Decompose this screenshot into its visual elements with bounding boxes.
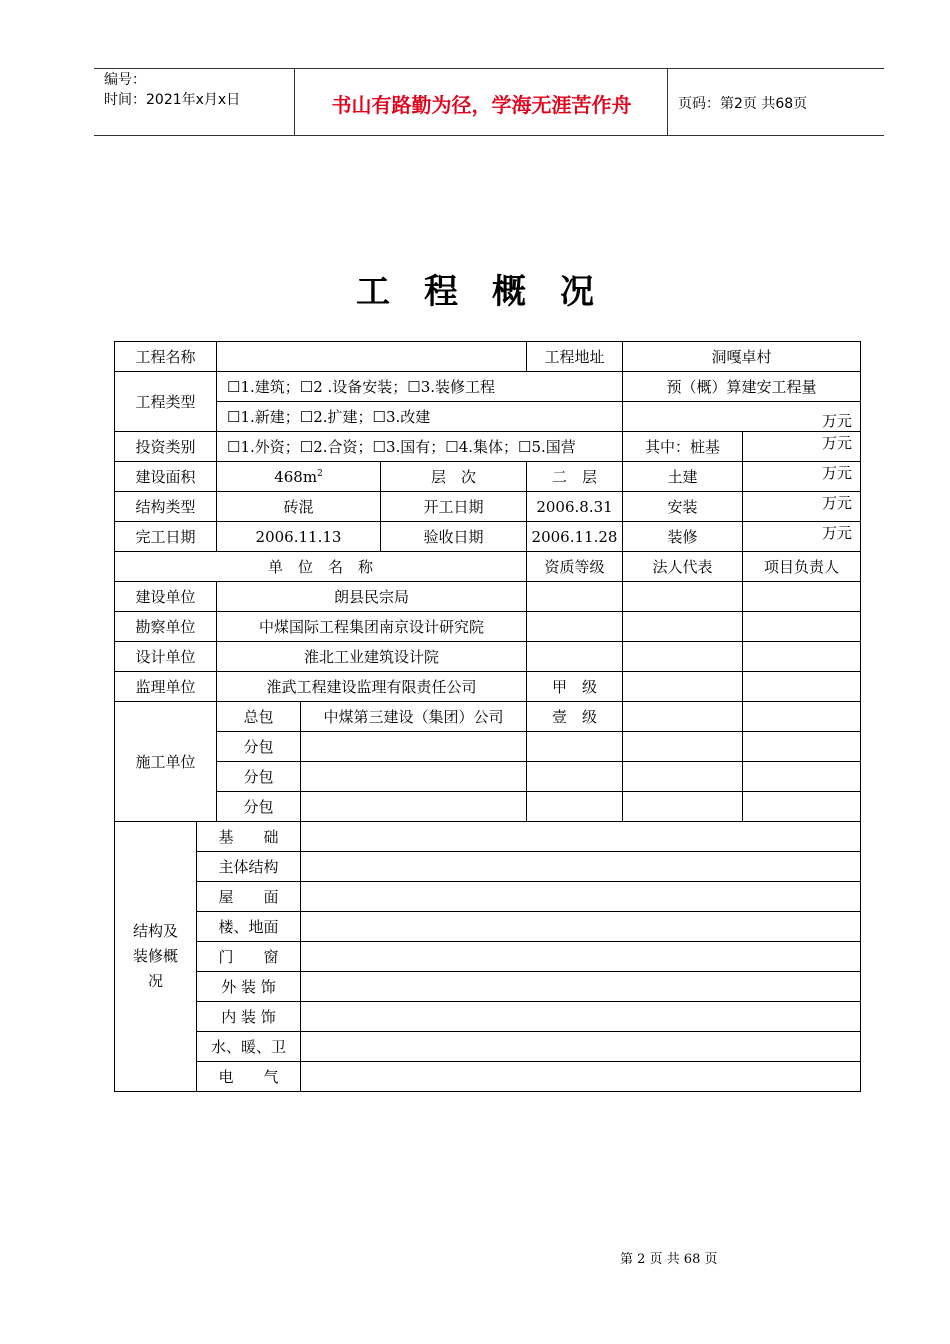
struct-item-value (301, 972, 861, 1002)
owner-value: 朗县民宗局 (217, 582, 527, 612)
budget-label: 预（概）算建安工程量 (623, 372, 861, 402)
sub-pm (743, 732, 861, 762)
sub-grade (527, 792, 623, 822)
sub-grade (527, 762, 623, 792)
supervise-pm (743, 672, 861, 702)
project-overview-table-body (114, 341, 861, 1092)
install-unit: 万元 (743, 492, 861, 522)
struct-item-label: 水、暖、卫 (197, 1032, 301, 1062)
design-value: 淮北工业建筑设计院 (217, 642, 527, 672)
area-number: 468m (274, 467, 318, 486)
design-label: 设计单位 (115, 642, 217, 672)
header-divider (294, 69, 295, 136)
table-row (115, 1062, 861, 1092)
sub-legal (623, 792, 743, 822)
table-row (115, 612, 861, 642)
structure-label: 结构类型 (115, 492, 217, 522)
struct-item-label: 内 装 饰 (197, 1002, 301, 1032)
owner-label: 建设单位 (115, 582, 217, 612)
struct-item-value (301, 1062, 861, 1092)
table-row (115, 492, 861, 522)
page-footer: 第 2 页 共 68 页 (620, 1252, 718, 1267)
design-pm (743, 642, 861, 672)
survey-pm (743, 612, 861, 642)
table-row (115, 882, 861, 912)
decor-unit: 万元 (743, 522, 861, 552)
table-row (115, 852, 861, 882)
finish-label: 完工日期 (115, 522, 217, 552)
header-meta (104, 70, 290, 110)
table-row (115, 432, 861, 462)
struct-item-label: 电 气 (197, 1062, 301, 1092)
table-row (115, 822, 861, 852)
sub-value (301, 792, 527, 822)
floors-label: 层 次 (381, 462, 527, 492)
civil-label: 土建 (623, 462, 743, 492)
owner-pm (743, 582, 861, 612)
qualification-header: 资质等级 (527, 552, 623, 582)
table-row (115, 942, 861, 972)
address-label: 工程地址 (527, 342, 623, 372)
pile-label: 其中：桩基 (623, 432, 743, 462)
sub-label: 分包 (217, 792, 301, 822)
struct-item-value (301, 822, 861, 852)
pm-header: 项目负责人 (743, 552, 861, 582)
survey-legal (623, 612, 743, 642)
sub-pm (743, 792, 861, 822)
type-line1: ☐1.建筑；☐2 .设备安装；☐3.装修工程 (217, 372, 623, 402)
general-legal (623, 702, 743, 732)
pile-unit: 万元 (743, 432, 861, 462)
supervise-grade: 甲 级 (527, 672, 623, 702)
accept-label: 验收日期 (381, 522, 527, 552)
struct-item-label: 屋 面 (197, 882, 301, 912)
address-value: 洞嘎卓村 (623, 342, 861, 372)
supervise-label: 监理单位 (115, 672, 217, 702)
table-row (115, 702, 861, 732)
time-label: 时间：2021年x月x日 (104, 92, 241, 108)
table-row (115, 402, 861, 432)
table-row (115, 522, 861, 552)
struct-item-label: 楼、地面 (197, 912, 301, 942)
owner-grade (527, 582, 623, 612)
invest-label: 投资类别 (115, 432, 217, 462)
project-name-value (217, 342, 527, 372)
decor-label: 装修 (623, 522, 743, 552)
start-label: 开工日期 (381, 492, 527, 522)
sub-value (301, 762, 527, 792)
header-page-info: 页码：第2页 共68页 (678, 96, 808, 112)
supervise-value: 淮武工程建设监理有限责任公司 (217, 672, 527, 702)
struct-item-label: 门 窗 (197, 942, 301, 972)
type-label: 工程类型 (115, 372, 217, 432)
area-superscript: 2 (317, 468, 323, 479)
table-row (115, 1032, 861, 1062)
general-value: 中煤第三建设（集团）公司 (301, 702, 527, 732)
finish-value: 2006.11.13 (217, 522, 381, 552)
struct-item-label: 主体结构 (197, 852, 301, 882)
struct-item-value (301, 1002, 861, 1032)
table-row (115, 792, 861, 822)
struct-item-label: 外 装 饰 (197, 972, 301, 1002)
table-row (115, 672, 861, 702)
design-grade (527, 642, 623, 672)
page-title: 工程概况 (356, 272, 628, 312)
sub-pm (743, 762, 861, 792)
table-row (115, 642, 861, 672)
accept-value: 2006.11.28 (527, 522, 623, 552)
table-row (115, 762, 861, 792)
project-name-label: 工程名称 (115, 342, 217, 372)
survey-label: 勘察单位 (115, 612, 217, 642)
budget-unit: 万元 (623, 402, 861, 432)
general-label: 总包 (217, 702, 301, 732)
struct-item-value (301, 852, 861, 882)
area-value (217, 462, 381, 492)
invest-value: ☐1.外资；☐2.合资；☐3.国有；☐4.集体；☐5.国营 (217, 432, 623, 462)
header-divider (667, 69, 668, 136)
table-row (115, 1002, 861, 1032)
civil-unit: 万元 (743, 462, 861, 492)
table-row (115, 582, 861, 612)
table-row (115, 912, 861, 942)
sub-legal (623, 762, 743, 792)
struct-item-label: 基 础 (197, 822, 301, 852)
design-legal (623, 642, 743, 672)
table-row (115, 462, 861, 492)
start-value: 2006.8.31 (527, 492, 623, 522)
general-grade: 壹 级 (527, 702, 623, 732)
sub-label: 分包 (217, 732, 301, 762)
sub-legal (623, 732, 743, 762)
struct-item-value (301, 882, 861, 912)
table-row (115, 372, 861, 402)
struct-item-value (301, 1032, 861, 1062)
general-pm (743, 702, 861, 732)
survey-grade (527, 612, 623, 642)
table-row (115, 972, 861, 1002)
struct-item-value (301, 912, 861, 942)
serial-label: 编号： (104, 72, 146, 88)
owner-legal (623, 582, 743, 612)
unit-name-header: 单 位 名 称 (115, 552, 527, 582)
survey-value: 中煤国际工程集团南京设计研究院 (217, 612, 527, 642)
contractor-label: 施工单位 (115, 702, 217, 822)
struct-item-value (301, 942, 861, 972)
legal-rep-header: 法人代表 (623, 552, 743, 582)
type-line2: ☐1.新建；☐2.扩建；☐3.改建 (217, 402, 623, 432)
area-label: 建设面积 (115, 462, 217, 492)
floors-value: 二 层 (527, 462, 623, 492)
sub-label: 分包 (217, 762, 301, 792)
header-top-rule (94, 68, 884, 69)
sub-value (301, 732, 527, 762)
struct-decor-label: 结构及装修概况 (115, 822, 197, 1092)
header-motto: 书山有路勤为径，学海无涯苦作舟 (331, 92, 632, 117)
table-row (115, 732, 861, 762)
table-row (115, 342, 861, 372)
install-label: 安装 (623, 492, 743, 522)
supervise-legal (623, 672, 743, 702)
structure-value: 砖混 (217, 492, 381, 522)
table-row (115, 552, 861, 582)
sub-grade (527, 732, 623, 762)
